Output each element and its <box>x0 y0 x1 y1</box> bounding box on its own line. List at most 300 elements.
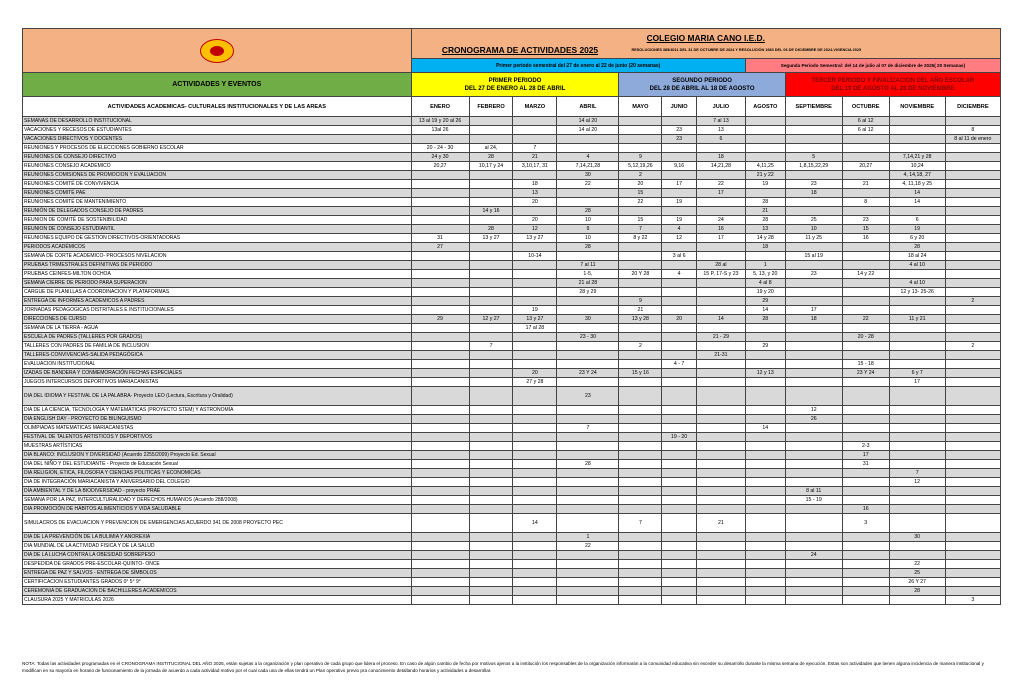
date-cell <box>411 442 469 451</box>
date-cell <box>513 297 557 306</box>
title-row <box>23 29 1001 59</box>
date-cell: 28 <box>557 207 619 216</box>
date-cell <box>785 324 842 333</box>
date-cell <box>469 424 513 433</box>
date-cell <box>411 387 469 406</box>
date-cell <box>696 171 745 180</box>
date-cell: 27 y 28 <box>513 378 557 387</box>
date-cell <box>842 378 889 387</box>
table-row <box>23 333 1001 342</box>
date-cell: 18 <box>785 189 842 198</box>
date-cell <box>745 451 785 460</box>
date-cell: 21 - 29 <box>696 333 745 342</box>
date-cell <box>557 415 619 424</box>
date-cell <box>557 324 619 333</box>
date-cell: 22 <box>842 315 889 324</box>
date-cell: 12 <box>889 478 945 487</box>
date-cell: 27 <box>411 243 469 252</box>
period-3-header: TERCER PERIODO Y FINALIZACION DEL AÑO ESCOLAR DEL 19 DE AGOSTO AL 28 DE NOVIEMBRE <box>785 73 1000 97</box>
date-cell <box>411 378 469 387</box>
date-cell: 28 <box>557 243 619 252</box>
date-cell <box>513 135 557 144</box>
date-cell: 29 <box>745 297 785 306</box>
date-cell <box>785 587 842 596</box>
date-cell <box>889 514 945 533</box>
date-cell <box>513 451 557 460</box>
date-cell <box>696 442 745 451</box>
date-cell <box>513 433 557 442</box>
date-cell <box>945 234 1000 243</box>
date-cell <box>945 551 1000 560</box>
date-cell <box>469 270 513 279</box>
date-cell <box>469 288 513 297</box>
date-cell <box>889 207 945 216</box>
month-header: OCTUBRE <box>842 97 889 117</box>
date-cell <box>945 144 1000 153</box>
date-cell: 19 y 20 <box>745 288 785 297</box>
activity-name: REUNIONES DE CONSEJO DIRECTIVO <box>23 153 412 162</box>
date-cell <box>696 406 745 415</box>
date-cell <box>469 469 513 478</box>
activities-column-header: ACTIVIDADES ACADEMICAS- CULTURALES INSTITUCIONALES Y DE LAS AREAS <box>23 97 412 117</box>
date-cell <box>662 596 697 605</box>
date-cell <box>696 533 745 542</box>
date-cell <box>842 297 889 306</box>
date-cell: 7 <box>557 424 619 433</box>
date-cell <box>945 369 1000 378</box>
date-cell: 10,17 y 24 <box>469 162 513 171</box>
date-cell <box>411 369 469 378</box>
date-cell <box>557 478 619 487</box>
date-cell: 4,11,25 <box>745 162 785 171</box>
table-row <box>23 569 1001 578</box>
date-cell: 23 <box>785 180 842 189</box>
date-cell <box>619 542 662 551</box>
date-cell <box>889 342 945 351</box>
date-cell <box>557 297 619 306</box>
date-cell <box>945 333 1000 342</box>
date-cell <box>662 306 697 315</box>
date-cell <box>945 424 1000 433</box>
date-cell <box>557 487 619 496</box>
second-semester-banner: Segunda Periodo Semestral: del 14 de julio al 07 de diciembre de 2025( 20 Semanas) <box>745 59 1000 73</box>
date-cell <box>411 578 469 587</box>
date-cell <box>889 144 945 153</box>
date-cell <box>889 496 945 505</box>
date-cell <box>889 351 945 360</box>
date-cell <box>619 533 662 542</box>
date-cell <box>889 406 945 415</box>
date-cell <box>745 252 785 261</box>
table-row <box>23 252 1001 261</box>
date-cell: 21 <box>745 207 785 216</box>
date-cell: 15 y 16 <box>619 369 662 378</box>
date-cell <box>842 351 889 360</box>
date-cell <box>785 533 842 542</box>
date-cell: 16 <box>842 505 889 514</box>
date-cell <box>696 387 745 406</box>
table-row <box>23 261 1001 270</box>
date-cell <box>785 569 842 578</box>
table-row <box>23 433 1001 442</box>
date-cell <box>411 542 469 551</box>
date-cell: 28 <box>469 225 513 234</box>
date-cell <box>945 189 1000 198</box>
date-cell <box>785 333 842 342</box>
date-cell <box>662 117 697 126</box>
date-cell <box>557 378 619 387</box>
first-semester-banner: Primer periodo semestral del 27 de enero al 22 de junio (20 semanas) <box>411 59 745 73</box>
date-cell <box>745 387 785 406</box>
date-cell: 9 <box>557 225 619 234</box>
date-cell: 4 <box>662 270 697 279</box>
date-cell: 21 <box>696 514 745 533</box>
date-cell <box>696 342 745 351</box>
date-cell <box>696 378 745 387</box>
date-cell <box>619 587 662 596</box>
date-cell: 12 <box>785 406 842 415</box>
date-cell: 28 <box>557 460 619 469</box>
date-cell <box>696 451 745 460</box>
date-cell <box>469 533 513 542</box>
date-cell <box>662 153 697 162</box>
date-cell <box>945 387 1000 406</box>
date-cell <box>557 569 619 578</box>
title-block <box>411 29 1001 59</box>
date-cell <box>411 270 469 279</box>
date-cell: 15 <box>842 225 889 234</box>
date-cell <box>785 542 842 551</box>
date-cell: 23 <box>557 387 619 406</box>
activity-name: EVALUACION INSTITUCIONAL <box>23 360 412 369</box>
activity-name: VACACIONES Y RECESOS DE ESTUDIANTES <box>23 126 412 135</box>
date-cell <box>842 433 889 442</box>
date-cell <box>945 460 1000 469</box>
date-cell <box>662 351 697 360</box>
table-row <box>23 171 1001 180</box>
date-cell: 8 <box>842 198 889 207</box>
date-cell: 9 <box>619 153 662 162</box>
date-cell <box>745 144 785 153</box>
date-cell <box>557 560 619 569</box>
date-cell: 7 al 13 <box>696 117 745 126</box>
date-cell <box>745 378 785 387</box>
date-cell <box>662 487 697 496</box>
date-cell: 18 <box>696 153 745 162</box>
date-cell: 20 <box>513 369 557 378</box>
date-cell <box>469 297 513 306</box>
date-cell <box>662 279 697 288</box>
date-cell <box>945 433 1000 442</box>
period-2-header: SEGUNDO PERIODO DEL 28 DE ABRIL AL 18 DE AGOSTO <box>619 73 785 97</box>
date-cell <box>557 252 619 261</box>
date-cell <box>469 560 513 569</box>
date-cell <box>469 487 513 496</box>
date-cell <box>785 560 842 569</box>
date-cell <box>557 514 619 533</box>
date-cell <box>469 252 513 261</box>
date-cell <box>745 351 785 360</box>
date-cell <box>842 533 889 542</box>
table-row <box>23 234 1001 243</box>
date-cell: 18 <box>785 315 842 324</box>
date-cell <box>842 478 889 487</box>
date-cell: 21-31 <box>696 351 745 360</box>
date-cell <box>662 514 697 533</box>
date-cell: 13al 26 <box>411 126 469 135</box>
date-cell: 23 - 30 <box>557 333 619 342</box>
date-cell <box>696 144 745 153</box>
date-cell <box>842 243 889 252</box>
date-cell <box>745 189 785 198</box>
date-cell <box>469 542 513 551</box>
date-cell: 15 <box>619 216 662 225</box>
month-header: MAYO <box>619 97 662 117</box>
table-row <box>23 198 1001 207</box>
date-cell <box>513 496 557 505</box>
date-cell <box>842 542 889 551</box>
date-cell <box>557 469 619 478</box>
date-cell <box>662 542 697 551</box>
date-cell: 1 <box>745 261 785 270</box>
date-cell <box>662 578 697 587</box>
date-cell <box>411 288 469 297</box>
table-row <box>23 387 1001 406</box>
activity-name: ESCUELA DE PADRES (TALLERES POR GRADOS) <box>23 333 412 342</box>
date-cell: 10,24 <box>889 162 945 171</box>
date-cell <box>945 578 1000 587</box>
date-cell <box>619 378 662 387</box>
date-cell: 11 y 25 <box>785 234 842 243</box>
date-cell <box>785 243 842 252</box>
date-cell: 4 al 10 <box>889 279 945 288</box>
date-cell <box>696 560 745 569</box>
date-cell <box>889 270 945 279</box>
date-cell <box>696 478 745 487</box>
date-cell <box>411 252 469 261</box>
date-cell <box>469 587 513 596</box>
date-cell <box>411 189 469 198</box>
date-cell: 4 <box>662 225 697 234</box>
date-cell <box>469 451 513 460</box>
date-cell <box>662 369 697 378</box>
date-cell <box>662 442 697 451</box>
table-row <box>23 533 1001 542</box>
date-cell <box>411 351 469 360</box>
date-cell <box>557 406 619 415</box>
activity-name: DIA PROMOCIÓN DE HÁBITOS ALIMENTICIOS Y VIDA SALUDABLE <box>23 505 412 514</box>
date-cell <box>662 415 697 424</box>
date-cell <box>745 596 785 605</box>
date-cell <box>513 442 557 451</box>
date-cell <box>662 297 697 306</box>
date-cell <box>696 288 745 297</box>
date-cell <box>696 415 745 424</box>
date-cell <box>469 514 513 533</box>
date-cell <box>619 360 662 369</box>
date-cell: 4 <box>557 153 619 162</box>
date-cell <box>411 333 469 342</box>
date-cell <box>469 360 513 369</box>
date-cell <box>785 387 842 406</box>
date-cell <box>785 378 842 387</box>
date-cell <box>785 288 842 297</box>
date-cell <box>696 587 745 596</box>
date-cell <box>945 514 1000 533</box>
date-cell: 15 <box>619 189 662 198</box>
table-row <box>23 406 1001 415</box>
date-cell <box>745 514 785 533</box>
date-cell: 2 <box>619 342 662 351</box>
school-logo <box>200 39 234 63</box>
date-cell <box>469 216 513 225</box>
date-cell: 6 <box>696 135 745 144</box>
date-cell <box>513 243 557 252</box>
date-cell <box>889 460 945 469</box>
date-cell <box>557 135 619 144</box>
date-cell <box>469 351 513 360</box>
document-title: CRONOGRAMA DE ACTIVIDADES 2025 <box>441 44 599 55</box>
date-cell: 16 <box>696 225 745 234</box>
date-cell <box>662 342 697 351</box>
date-cell <box>619 460 662 469</box>
date-cell: 28 al <box>696 261 745 270</box>
date-cell: 14 al 20 <box>557 126 619 135</box>
date-cell <box>889 433 945 442</box>
date-cell <box>619 496 662 505</box>
date-cell: 25 <box>785 216 842 225</box>
date-cell <box>513 117 557 126</box>
date-cell <box>513 587 557 596</box>
month-header: JUNIO <box>662 97 697 117</box>
date-cell <box>619 333 662 342</box>
date-cell <box>945 216 1000 225</box>
date-cell: 23 Y 24 <box>842 369 889 378</box>
date-cell: 23 <box>785 270 842 279</box>
activity-name: TALLERES CON PADRES DE FAMILIA DE INCLUSION <box>23 342 412 351</box>
date-cell: 24 y 30 <box>411 153 469 162</box>
table-row <box>23 360 1001 369</box>
date-cell <box>469 126 513 135</box>
date-cell <box>662 560 697 569</box>
date-cell <box>945 560 1000 569</box>
table-row <box>23 342 1001 351</box>
date-cell <box>889 551 945 560</box>
date-cell <box>513 207 557 216</box>
date-cell: 7 <box>513 144 557 153</box>
date-cell <box>696 424 745 433</box>
date-cell: 24 <box>785 551 842 560</box>
table-row <box>23 551 1001 560</box>
date-cell <box>696 207 745 216</box>
date-cell <box>696 569 745 578</box>
date-cell <box>785 596 842 605</box>
period-1-header: PRIMER PERIODO DEL 27 DE ENERO AL 28 DE ABRIL <box>411 73 619 97</box>
table-row <box>23 442 1001 451</box>
date-cell: 20 <box>513 216 557 225</box>
date-cell: 17 <box>662 180 697 189</box>
date-cell <box>696 433 745 442</box>
date-cell: 6 al 12 <box>842 117 889 126</box>
date-cell: 3 <box>842 514 889 533</box>
date-cell: 19 <box>889 225 945 234</box>
date-cell <box>662 171 697 180</box>
date-cell <box>411 135 469 144</box>
date-cell <box>469 135 513 144</box>
date-cell <box>469 478 513 487</box>
activity-name: PRUEBAS CEINFES-MILTON OCHOA <box>23 270 412 279</box>
activity-name: REUNIONES COMISIONES DE PROMOCION Y EVALUACION <box>23 171 412 180</box>
date-cell <box>557 505 619 514</box>
date-cell <box>696 198 745 207</box>
date-cell <box>662 378 697 387</box>
date-cell <box>745 360 785 369</box>
date-cell: 7 <box>469 342 513 351</box>
activity-name: ENTREGA DE PAZ Y SALVOS - ENTREGA DE SÍMBOLOS <box>23 569 412 578</box>
date-cell <box>696 578 745 587</box>
date-cell <box>662 587 697 596</box>
date-cell <box>945 351 1000 360</box>
date-cell: 2 <box>945 297 1000 306</box>
date-cell <box>945 180 1000 189</box>
date-cell: 13 <box>513 189 557 198</box>
date-cell <box>513 351 557 360</box>
date-cell <box>842 279 889 288</box>
date-cell <box>662 551 697 560</box>
date-cell <box>662 460 697 469</box>
activity-name: REUNIONES COMITÉ DE MANTENIMIENTO <box>23 198 412 207</box>
date-cell <box>662 333 697 342</box>
date-cell <box>411 596 469 605</box>
table-row <box>23 126 1001 135</box>
date-cell <box>945 469 1000 478</box>
activity-rows <box>23 117 1001 605</box>
activity-name: REUNION DE CONSEJO ESTUDIANTIL <box>23 225 412 234</box>
date-cell: 5,12,19,26 <box>619 162 662 171</box>
resolutions-text: RESOLUCIONES 385/4011 DEL 31 DE OCTUBRE DE 2024 Y RESOLUCIÓN 1983 DEL 06 DE DICIEMBRE DE 2024-VIGENCIA 2025 <box>631 47 862 52</box>
date-cell <box>696 496 745 505</box>
date-cell <box>889 415 945 424</box>
date-cell <box>842 587 889 596</box>
date-cell <box>557 306 619 315</box>
date-cell <box>745 560 785 569</box>
date-cell <box>619 351 662 360</box>
activity-name: REUNIÓN DE DELEGADOS CONSEJO DE PADRES <box>23 207 412 216</box>
date-cell <box>411 487 469 496</box>
date-cell <box>945 117 1000 126</box>
date-cell <box>785 478 842 487</box>
month-header: FEBRERO <box>469 97 513 117</box>
date-cell <box>842 135 889 144</box>
date-cell: 12 <box>513 225 557 234</box>
date-cell <box>785 126 842 135</box>
date-cell <box>411 433 469 442</box>
date-cell <box>662 243 697 252</box>
date-cell <box>513 270 557 279</box>
table-row <box>23 578 1001 587</box>
table-row <box>23 505 1001 514</box>
date-cell <box>889 387 945 406</box>
activity-name: CEREMONIA DE GRADUACION DE BACHILLERES ACADEMICOS <box>23 587 412 596</box>
date-cell <box>619 324 662 333</box>
date-cell: 4 - 7 <box>662 360 697 369</box>
date-cell: 22 <box>557 542 619 551</box>
date-cell <box>945 153 1000 162</box>
date-cell <box>469 569 513 578</box>
date-cell <box>469 387 513 406</box>
date-cell <box>745 487 785 496</box>
date-cell: 8 <box>945 126 1000 135</box>
